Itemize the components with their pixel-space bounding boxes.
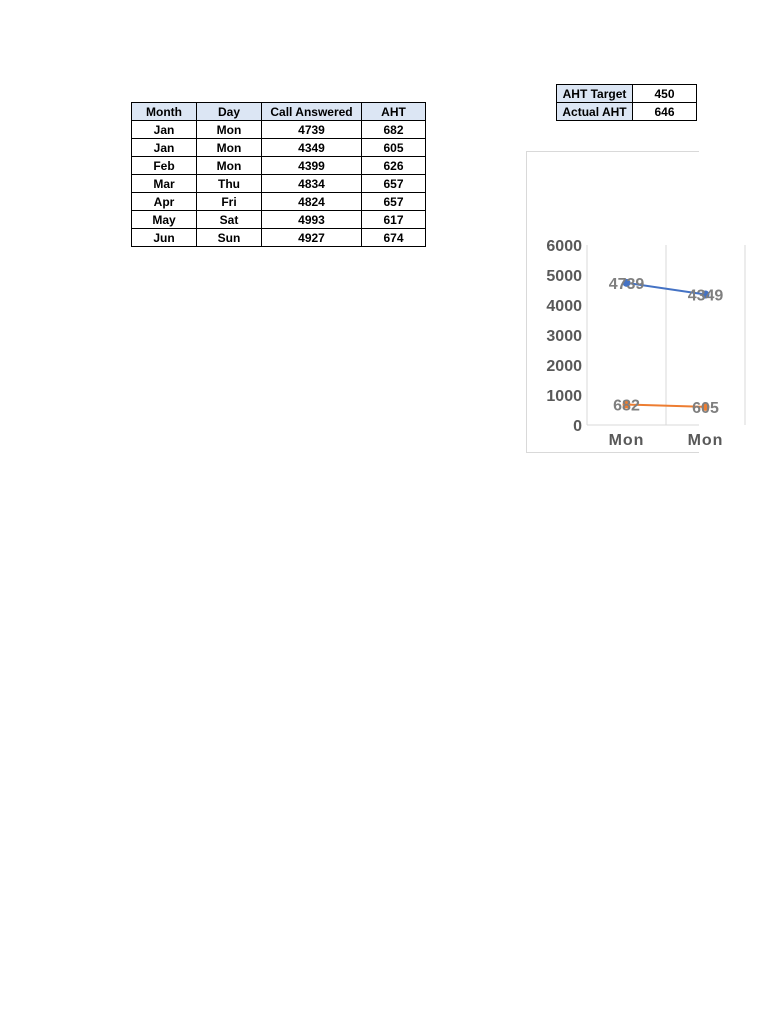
cell-call-answered[interactable]: 4739 [262,121,362,139]
table-row [132,139,426,157]
cell-call-answered[interactable]: 4834 [262,175,362,193]
y-tick-label: 3000 [546,328,582,345]
actual-aht-label[interactable]: Actual AHT [557,103,633,121]
y-tick-label: 0 [573,418,582,435]
cell-month[interactable]: Apr [132,193,197,211]
table-row [132,211,426,229]
cell-month[interactable]: Jan [132,121,197,139]
header-aht[interactable]: AHT [362,103,426,121]
line-chart[interactable] [526,151,724,453]
cell-day[interactable]: Fri [197,193,262,211]
actual-aht-value[interactable]: 646 [633,103,697,121]
cell-call-answered[interactable]: 4993 [262,211,362,229]
cell-month[interactable]: Jan [132,139,197,157]
cell-day[interactable]: Mon [197,139,262,157]
cell-call-answered[interactable]: 4349 [262,139,362,157]
table-row [132,229,426,247]
table-row [132,193,426,211]
y-tick-label: 2000 [546,358,582,375]
x-tick-label: Mon [608,432,645,449]
cell-day[interactable]: Sun [197,229,262,247]
aht-target-label[interactable]: AHT Target [557,85,633,103]
cell-day[interactable]: Mon [197,157,262,175]
cell-day[interactable]: Thu [197,175,262,193]
aht-summary-table [556,84,697,121]
cell-day[interactable]: Mon [197,121,262,139]
data-label: 4739 [608,275,645,293]
cell-month[interactable]: Feb [132,157,197,175]
cell-aht[interactable]: 626 [362,157,426,175]
cell-aht[interactable]: 605 [362,139,426,157]
table-row [132,121,426,139]
actual-aht-row [557,103,697,121]
cell-call-answered[interactable]: 4824 [262,193,362,211]
x-tick-label: Mon [687,432,724,449]
y-tick-label: 4000 [546,298,582,315]
aht-target-row [557,85,697,103]
y-tick-label: 5000 [546,268,582,285]
data-label: 4349 [687,287,724,305]
cell-aht[interactable]: 657 [362,175,426,193]
data-table [131,102,426,247]
chart-plot [527,152,724,452]
cell-aht[interactable]: 617 [362,211,426,229]
aht-target-value[interactable]: 450 [633,85,697,103]
cell-aht[interactable]: 657 [362,193,426,211]
cell-aht[interactable]: 674 [362,229,426,247]
y-tick-label: 1000 [546,388,582,405]
cell-aht[interactable]: 682 [362,121,426,139]
cell-month[interactable]: Mar [132,175,197,193]
cell-call-answered[interactable]: 4927 [262,229,362,247]
header-month[interactable]: Month [132,103,197,121]
data-label: 682 [613,397,640,415]
cell-call-answered[interactable]: 4399 [262,157,362,175]
header-call-answered[interactable]: Call Answered [262,103,362,121]
cell-day[interactable]: Sat [197,211,262,229]
header-day[interactable]: Day [197,103,262,121]
table-header-row [132,103,426,121]
table-row [132,175,426,193]
table-row [132,157,426,175]
data-label: 605 [692,399,719,417]
y-tick-label: 6000 [546,238,582,255]
cell-month[interactable]: May [132,211,197,229]
cell-month[interactable]: Jun [132,229,197,247]
